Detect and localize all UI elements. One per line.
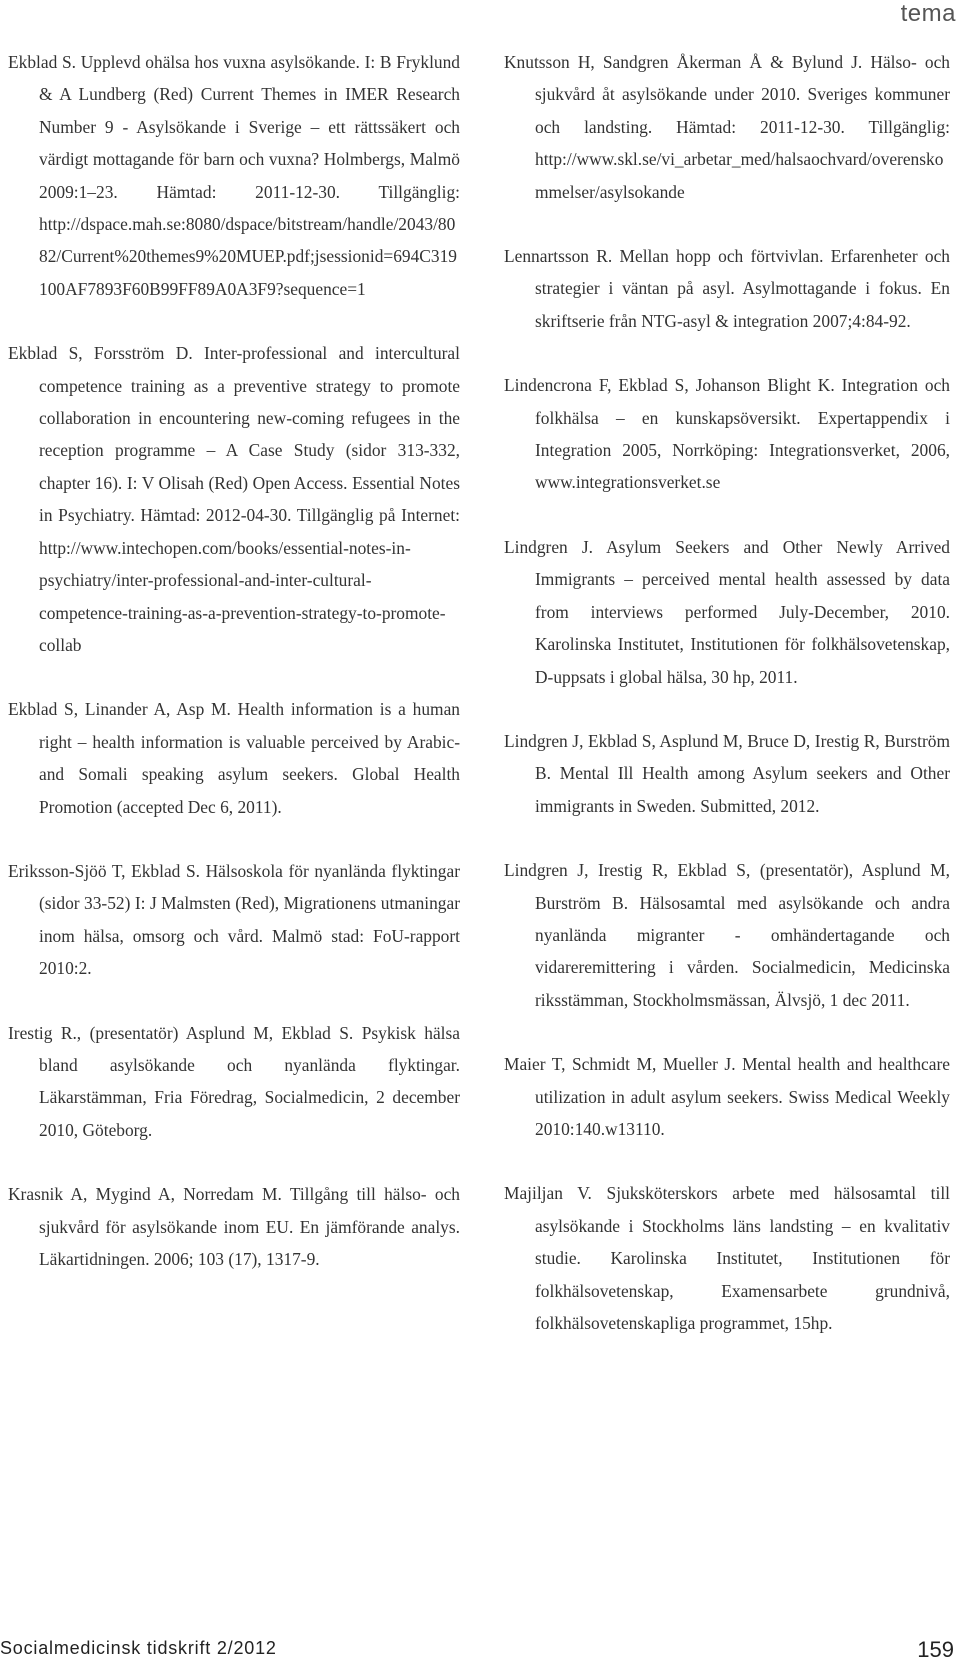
reference-entry: Majiljan V. Sjuksköterskors arbete med hälsosamtal till asylsökande i Stockholms läns landsting – en kvalitativ studie. Karolinska Institutet, Institutionen för folkhälsovetenskap, Examensarbete grundnivå, folkhälsovetenskapliga programmet, 15hp. <box>504 1183 950 1333</box>
reference-entry: Lennartsson R. Mellan hopp och förtvivlan. Erfarenheter och strategier i väntan på asyl. Asylmottagande i fokus. En skriftserie från NTG-asyl & integration 2007;4:84-92. <box>504 246 950 331</box>
journal-title: Socialmedicinsk tidskrift 2/2012 <box>0 1638 277 1658</box>
reference-entry: Lindgren J. Asylum Seekers and Other Newly Arrived Immigrants – perceived mental health assessed by data from interviews performed July-December, 2010. Karolinska Institutet, Institutionen för folkhälsovetenskap, D-uppsats i global hälsa, 30 hp, 2011. <box>504 536 950 687</box>
reference-column-right <box>504 46 950 1371</box>
reference-entry: Ekblad S. Upplevd ohälsa hos vuxna asylsökande. I: B Fryklund & A Lundberg (Red) Current Themes in IMER Research Number 9 - Asylsökande i Sverige – ett rättssäkert och värdigt mottagande för barn och vuxna? Holmbergs, Malmö 2009:1–23. Hämtad: 2011-12-30. Tillgänglig: http://dspace.mah.se:8080/dspace/bitstream/handle/2043/8082/Current%20themes9%20MUEP.pdf;jsessionid=694C319100AF7893F60B99FF89A0A3F9?sequence=1 <box>8 52 460 299</box>
reference-entry: Lindencrona F, Ekblad S, Johanson Blight K. Integration och folkhälsa – en kunskapsöversikt. Expertappendix i Integration 2005, Norrköping: Integrationsverket, 2006, www.integrationsverket.se <box>504 375 950 493</box>
reference-entry: Ekblad S, Forsström D. Inter-professional and intercultural competence training as a preventive strategy to promote collaboration in encountering new-coming refugees in the reception programme – A Case Study (sidor 313-332, chapter 16). I: V Olisah (Red) Open Access. Essential Notes in Psychiatry. Hämtad: 2012-04-30. Tillgänglig på Internet: http://www.intechopen.com/books/essential-notes-in-psychiatry/inter-professional-and-inter-cultural-competence-training-as-a-prevention-strategy-to-promote-collab <box>8 343 460 655</box>
reference-entry: Krasnik A, Mygind A, Norredam M. Tillgång till hälso- och sjukvård för asylsökande inom EU. En jämförande analys. Läkartidningen. 2006; 103 (17), 1317-9. <box>8 1184 460 1269</box>
reference-entry: Eriksson-Sjöö T, Ekblad S. Hälsoskola för nyanlända flyktingar (sidor 33-52) I: J Malmsten (Red), Migrationens utmaningar inom hälsa, omsorg och vård. Malmö stad: FoU-rapport 2010:2. <box>8 860 460 979</box>
reference-column-left <box>8 46 460 1307</box>
reference-entry: Ekblad S, Linander A, Asp M. Health information is a human right – health information is valuable perceived by Arabic- and Somali speaking asylum seekers. Global Health Promotion (accepted Dec 6, 2011). <box>8 699 460 817</box>
section-tag: tema <box>900 0 956 27</box>
reference-entry: Maier T, Schmidt M, Mueller J. Mental health and healthcare utilization in adult asylum seekers. Swiss Medical Weekly 2010:140.w13110. <box>504 1054 950 1139</box>
reference-entry: Lindgren J, Ekblad S, Asplund M, Bruce D, Irestig R, Burström B. Mental Ill Health among Asylum seekers and Other immigrants in Sweden. Submitted, 2012. <box>504 730 950 816</box>
page-number: 159 <box>917 1637 954 1662</box>
reference-entry: Knutsson H, Sandgren Åkerman Å & Bylund J. Hälso- och sjukvård åt asylsökande under 2010. Sveriges kommuner och landsting. Hämtad: 2011-12-30. Tillgänglig: http://www.skl.se/vi_arbetar_med/halsaochvard/overenskommelser/asylsokande <box>504 52 950 202</box>
reference-entry: Lindgren J, Irestig R, Ekblad S, (presentatör), Asplund M, Burström B. Hälsosamtal med asylsökande och andra nyanlända migranter - omhändertagande och vidareremittering i vården. Socialmedicin, Medicinska riksstämman, Stockholmsmässan, Älvsjö, 1 dec 2011. <box>504 860 950 1010</box>
reference-entry: Irestig R., (presentatör) Asplund M, Ekblad S. Psykisk hälsa bland asylsökande och nyanlända flyktingar. Läkarstämman, Fria Föredrag, Socialmedicin, 2 december 2010, Göteborg. <box>8 1022 460 1140</box>
